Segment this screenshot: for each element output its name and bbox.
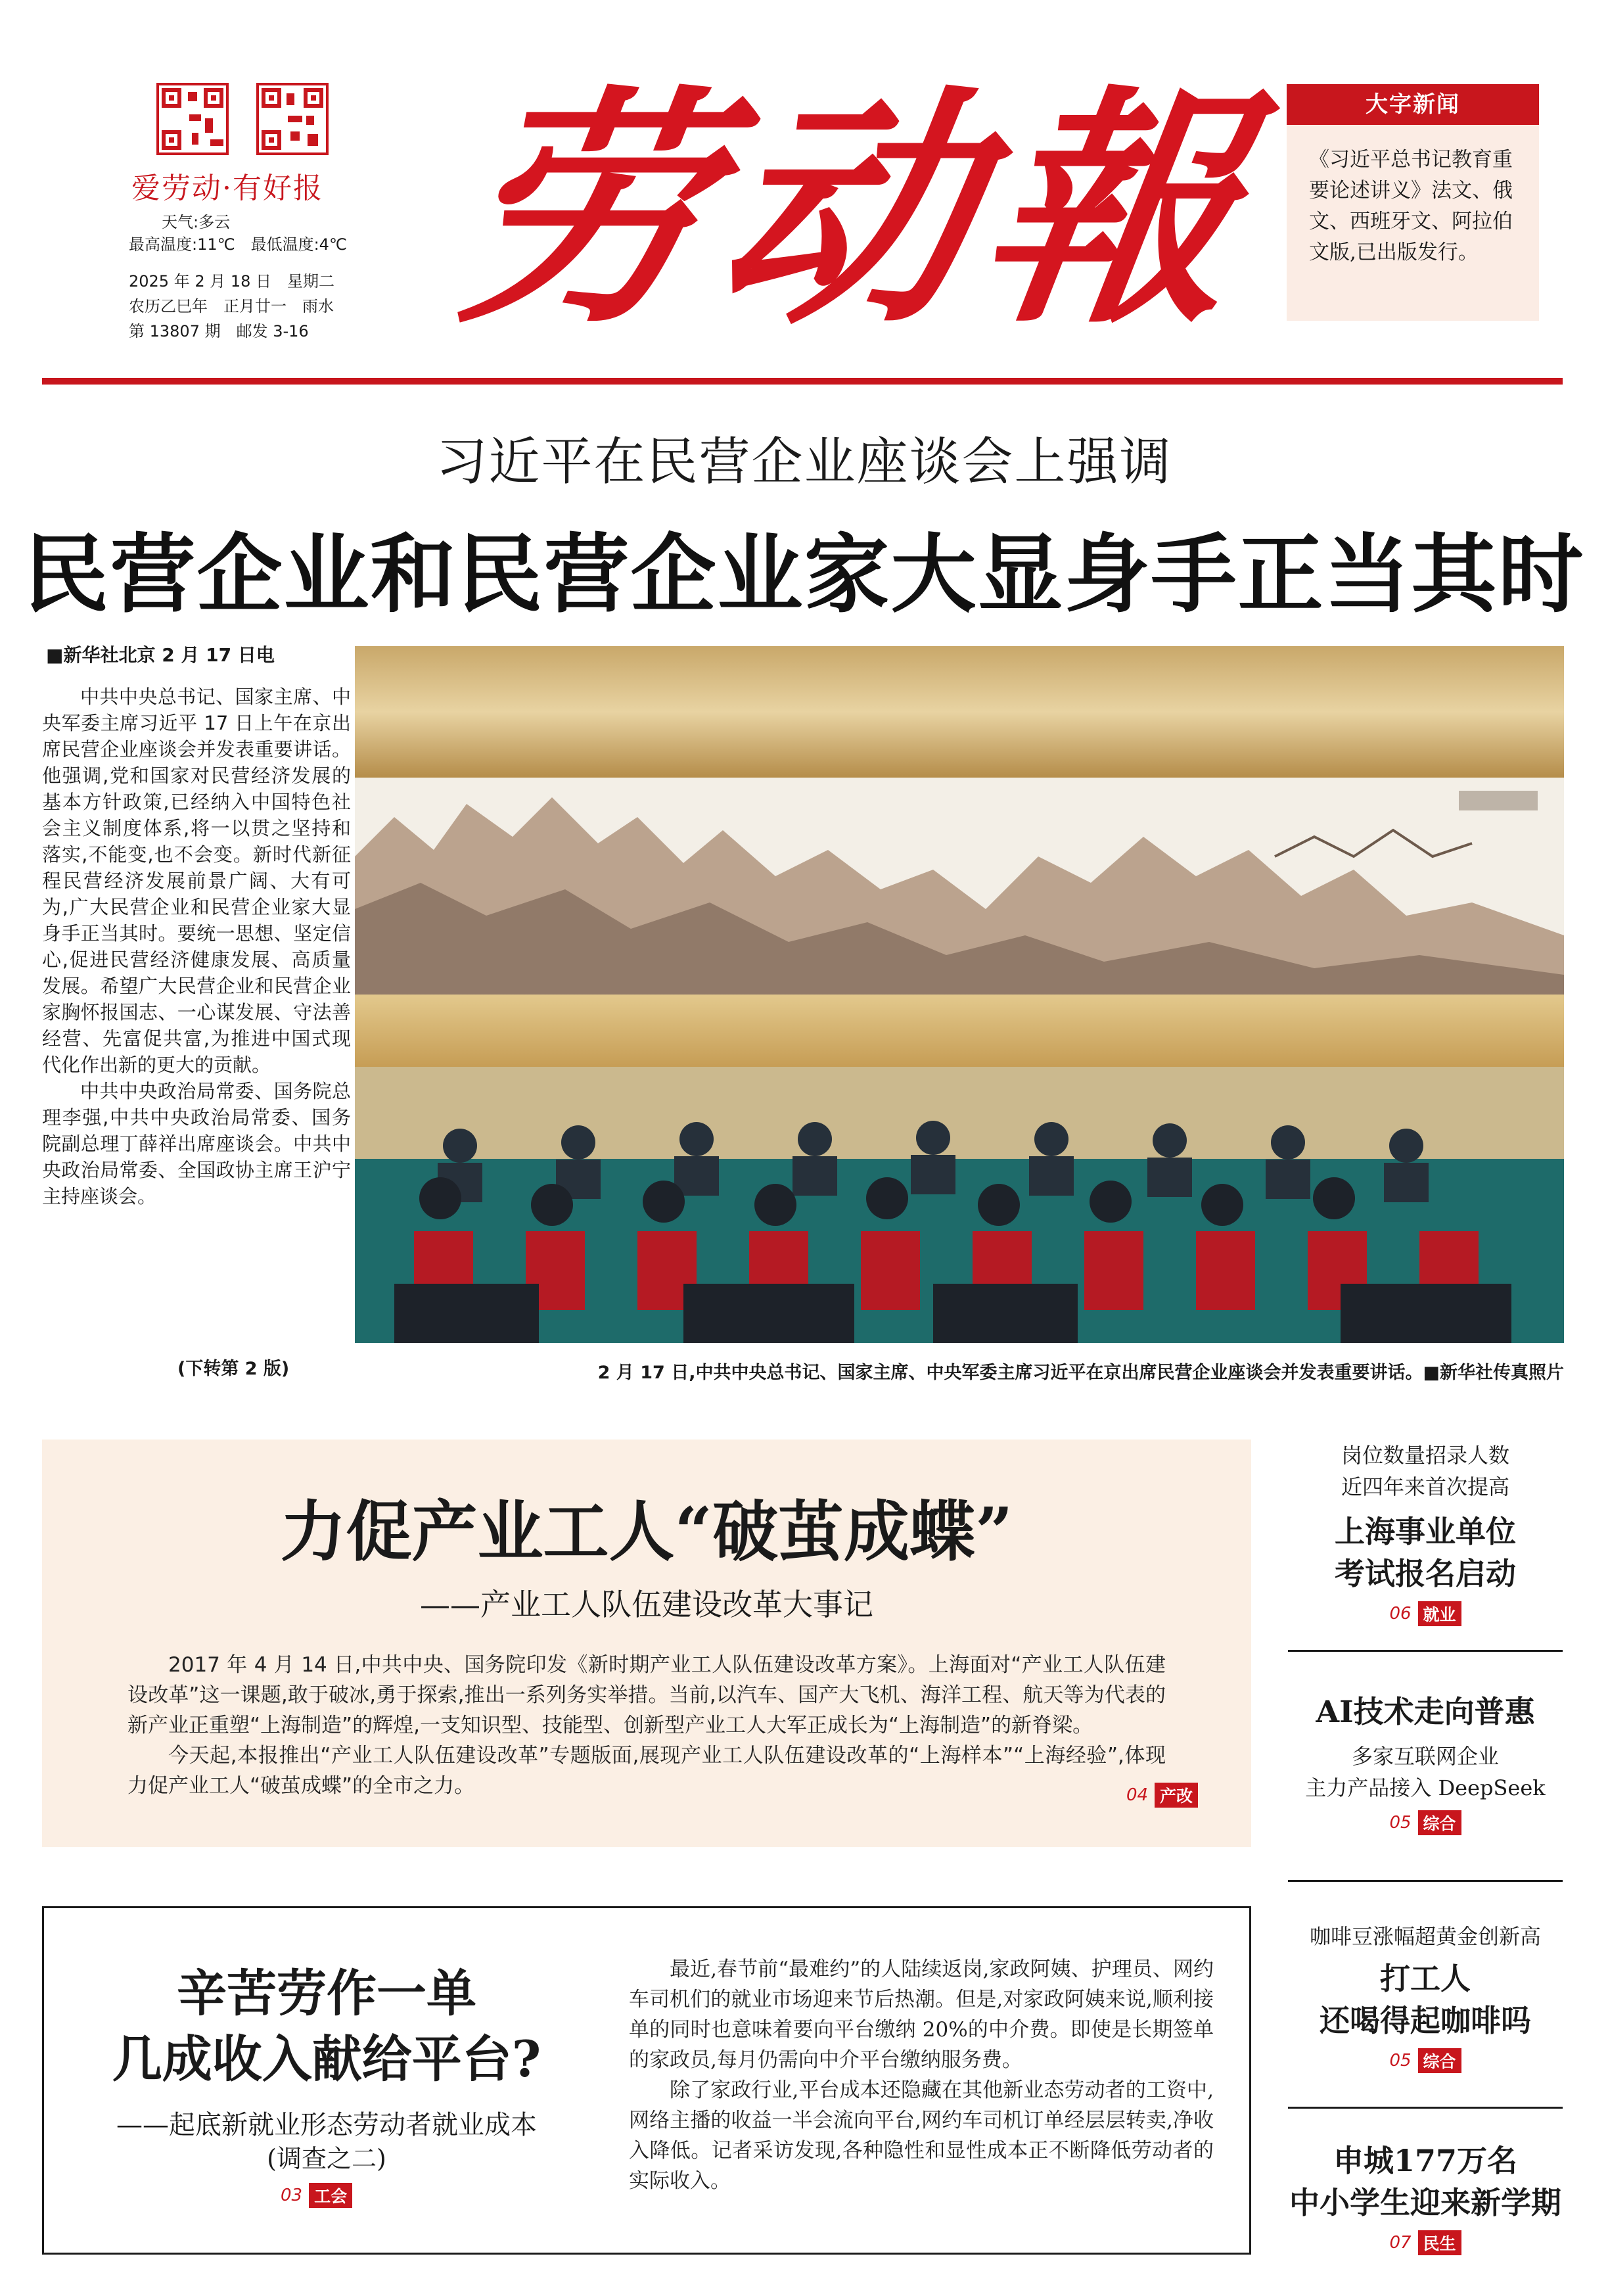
page-number: 06 — [1389, 1604, 1412, 1624]
qr-code-left — [156, 83, 229, 155]
rail-page-tag — [1389, 1810, 1461, 1835]
survey-title-line: 几成收入献给平台? — [112, 2030, 541, 2088]
rail-subhead: 咖啡豆涨幅超黄金创新高 — [1309, 1924, 1541, 1949]
masthead-rule — [42, 378, 1563, 385]
rail-item-jobs[interactable] — [1288, 1440, 1563, 1626]
continued-note[interactable]: (下转第 2 版) — [177, 1359, 290, 1379]
survey-body — [629, 1954, 1214, 2196]
issue-number: 第 13807 期 邮发 3-16 — [129, 322, 309, 340]
photo-frieze — [355, 995, 1564, 1067]
survey-paragraph: 最近,春节前“最难约”的人陆续返岗,家政阿姨、护理员、网约车司机们的就业市场迎来节后热潮。但是,对家政阿姨来说,顺利接单的同时也意味着要向平台缴纳 20%的中介费。即使是长期签单的家政员,每月仍需向中介平台缴纳服务费。 — [629, 1957, 1214, 2072]
survey-paragraph: 除了家政行业,平台成本还隐藏在其他新业态劳动者的工资中,网络主播的收益一半会流向平台,网约车司机订单经层层转卖,净收入降低。记者采访发现,各种隐性和显性成本正不断降低劳动者的实际收入。 — [629, 2078, 1214, 2193]
big-news-label: 大字新闻 — [1287, 84, 1539, 125]
rail-headline: 中小学生迎来新学期 — [1289, 2185, 1561, 2220]
survey-title-line: 辛苦劳作一单 — [177, 1964, 476, 2023]
feature-paragraph: 2017 年 4 月 14 日,中共中央、国务院印发《新时期产业工人队伍建设改革方案》。上海面对“产业工人队伍建设改革”这一课题,敢于破冰,勇于探索,推出一系列务实举措。当前,以汽车、国产大飞机、海洋工程、航天等为代表的新产业正重塑“上海制造”的辉煌,一支知识型、技能型、创新型产业工人大军正成长为“上海制造”的新脊梁。 — [127, 1653, 1166, 1737]
lead-headline[interactable]: 民营企业和民营企业家大显身手正当其时 — [23, 524, 1585, 624]
photo-attendees-graphic — [355, 1067, 1564, 1343]
rail-subhead: 岗位数量招录人数 — [1341, 1443, 1509, 1468]
survey-box[interactable] — [42, 1906, 1251, 2255]
section-badge: 工会 — [309, 2183, 352, 2208]
page-number: 07 — [1389, 2233, 1412, 2253]
rail-item-ai[interactable] — [1288, 1691, 1563, 1835]
issue-date: 2025 年 2 月 18 日 星期二 — [129, 272, 335, 291]
feature-page-tag[interactable] — [1126, 1783, 1198, 1808]
feature-title[interactable]: 力促产业工人“破茧成蝶” — [280, 1493, 1013, 1570]
rail-headline: 上海事业单位 — [1335, 1514, 1516, 1549]
lead-dateline: ■新华社北京 2 月 17 日电 — [46, 644, 275, 666]
lunar-date: 农历乙巳年 正月廿一 雨水 — [129, 297, 334, 316]
slogan: 爱劳动·有好报 — [131, 172, 323, 205]
rail-headline: 考试报名启动 — [1335, 1556, 1516, 1591]
feature-body — [127, 1650, 1166, 1801]
survey-title[interactable] — [70, 1961, 583, 2092]
rail-item-school[interactable] — [1288, 2140, 1563, 2255]
section-badge: 就业 — [1418, 1601, 1461, 1626]
big-news-text: 《习近平总书记教育重要论述讲义》法文、俄文、西班牙文、阿拉伯文版,已出版发行。 — [1309, 148, 1513, 264]
section-badge: 综合 — [1418, 1810, 1461, 1835]
lead-body — [42, 684, 351, 1209]
rail-page-tag — [1389, 1601, 1461, 1626]
feature-subtitle: ——产业工人队伍建设改革大事记 — [420, 1587, 873, 1622]
feature-paragraph: 今天起,本报推出“产业工人队伍建设改革”专题版面,展现产业工人队伍建设改革的“上海样本”“上海经验”,体现力促产业工人“破茧成蝶”的全市之力。 — [127, 1744, 1166, 1798]
survey-page-tag[interactable] — [281, 2183, 352, 2208]
mountain-painting-graphic — [355, 778, 1564, 995]
rail-headline: 申城177万名 — [1333, 2143, 1518, 2178]
rail-subhead: 主力产品接入 DeepSeek — [1305, 1775, 1546, 1800]
rail-subhead: 多家互联网企业 — [1351, 1744, 1499, 1769]
survey-part: (调查之二) — [267, 2144, 386, 2173]
photo-landscape-painting — [355, 778, 1564, 995]
weather: 天气:多云 — [162, 213, 231, 231]
lead-paragraph: 中共中央政治局常委、国务院总理李强,中共中央政治局常委、国务院副总理丁薛祥出席座谈会。中共中央政治局常委、全国政协主席王沪宁主持座谈会。 — [42, 1080, 351, 1207]
section-badge: 民生 — [1418, 2230, 1461, 2255]
masthead-logo: 劳动報 — [439, 63, 1270, 357]
rail-headline: AI技术走向普惠 — [1316, 1694, 1535, 1729]
lead-photo[interactable] — [355, 646, 1564, 1343]
lead-kicker: 习近平在民营企业座谈会上强调 — [436, 433, 1172, 492]
rail-divider — [1288, 1880, 1563, 1882]
rail-divider — [1288, 2107, 1563, 2109]
rail-divider — [1288, 1650, 1563, 1652]
rail-page-tag — [1389, 2230, 1461, 2255]
temperature: 最高温度:11℃ 最低温度:4℃ — [129, 235, 347, 254]
rail-subhead: 近四年来首次提高 — [1341, 1474, 1509, 1499]
section-badge: 产改 — [1155, 1783, 1198, 1808]
photo-caption: 2 月 17 日,中共中央总书记、国家主席、中央军委主席习近平在京出席民营企业座谈会并发表重要讲话。■新华社传真照片 — [597, 1363, 1564, 1383]
rail-headline: 还喝得起咖啡吗 — [1320, 2003, 1531, 2038]
survey-subtitle: ——起底新就业形态劳动者就业成本 — [116, 2110, 537, 2140]
qr-code-right — [256, 83, 329, 155]
rail-page-tag — [1389, 2048, 1461, 2073]
page-number: 04 — [1126, 1785, 1149, 1805]
feature-box[interactable] — [42, 1440, 1251, 1847]
rail-headline: 打工人 — [1380, 1961, 1471, 1996]
page-number: 05 — [1389, 1813, 1412, 1833]
lead-paragraph: 中共中央总书记、国家主席、中央军委主席习近平 17 日上午在京出席民营企业座谈会并发表重要讲话。他强调,党和国家对民营经济发展的基本方针政策,已经纳入中国特色社会主义制度体系,将一以贯之坚持和落实,不能变,也不会变。新时代新征程民营经济发展前景广阔、大有可为,广大民营企业和民营企业家大显身手正当其时。要统一思想、坚定信心,促进民营经济健康发展、高质量发展。希望广大民营企业和民营企业家胸怀报国志、一心谋发展、守法善经营、先富促共富,为推进中国式现代化作出新的更大的贡献。 — [42, 686, 351, 1076]
big-news-box[interactable] — [1287, 84, 1539, 321]
photo-ceiling — [355, 646, 1564, 778]
page-number: 05 — [1389, 2051, 1412, 2071]
page-number: 03 — [281, 2186, 303, 2205]
section-badge: 综合 — [1418, 2048, 1461, 2073]
rail-item-coffee[interactable] — [1288, 1921, 1563, 2073]
